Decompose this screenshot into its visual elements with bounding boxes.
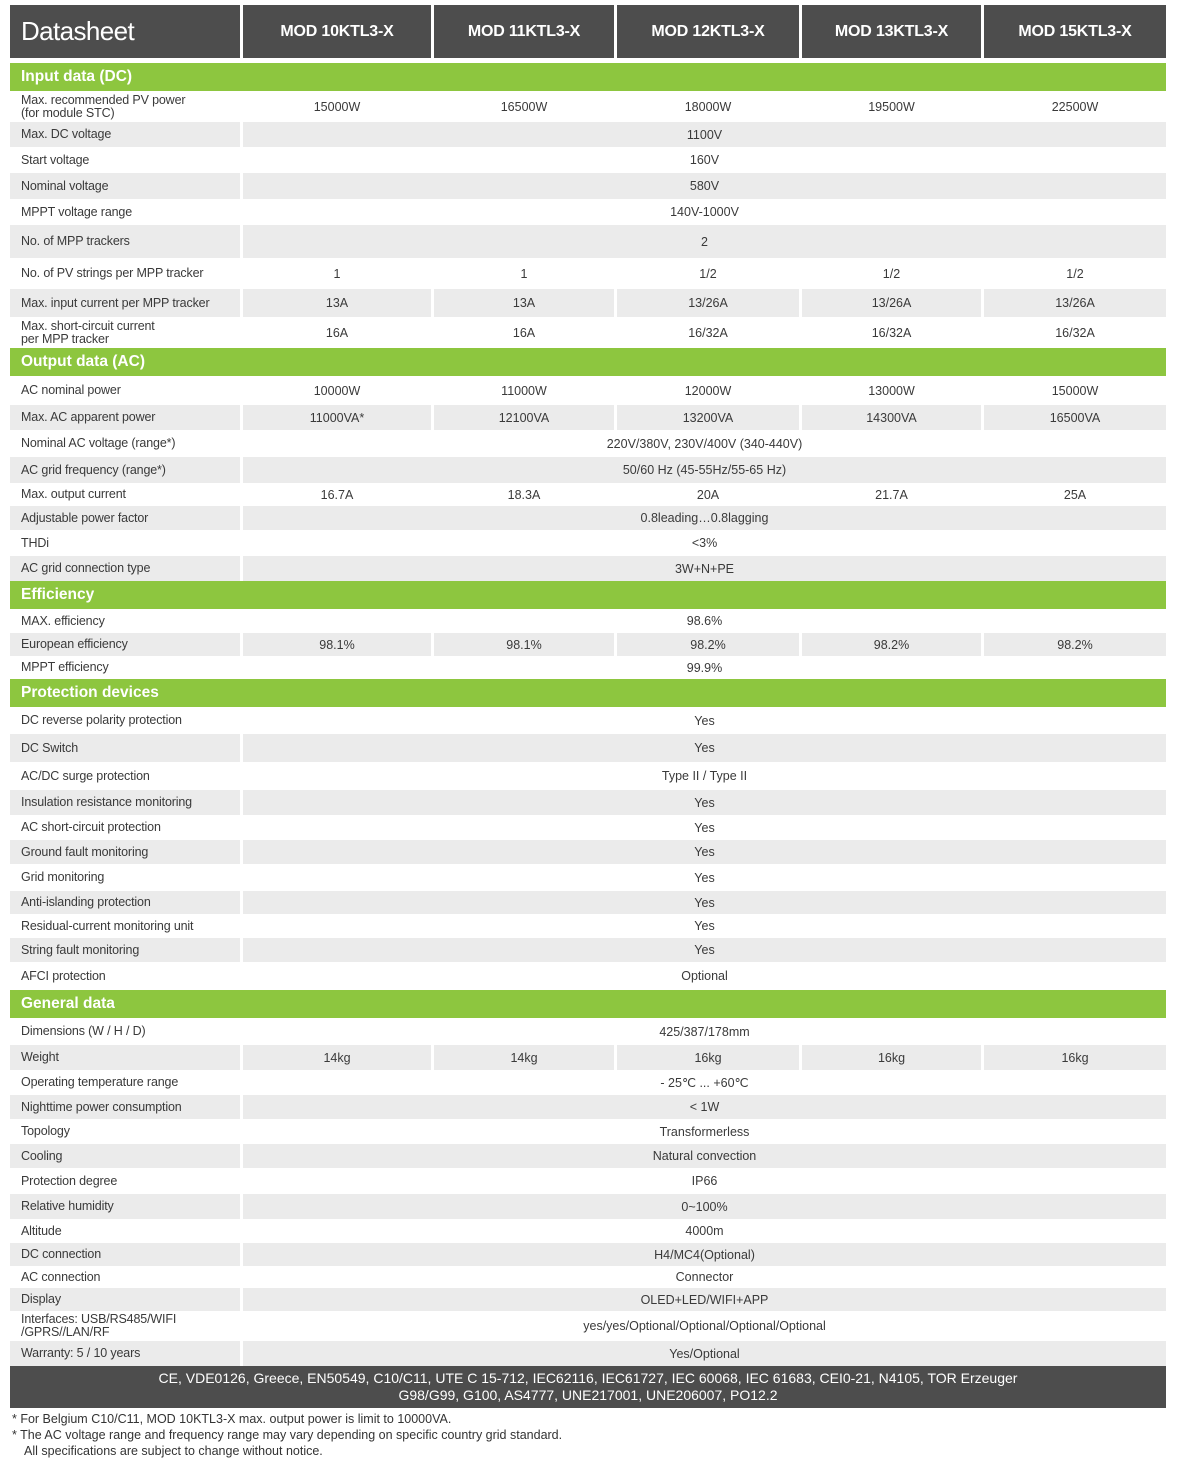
spec-label: MAX. efficiency (10, 609, 240, 633)
spec-label: Ground fault monitoring (10, 840, 240, 864)
spec-value-all-models: Yes (243, 864, 1166, 891)
spec-label: AC/DC surge protection (10, 762, 240, 790)
spec-value-all-models: Optional (243, 962, 1166, 990)
spec-value-all-models: Yes (243, 707, 1166, 734)
spec-row-max-recommended-pv-power-for-module-stc (10, 91, 1166, 122)
spec-label: Max. DC voltage (10, 122, 240, 147)
spec-value-mod-13ktl3-x: 1/2 (802, 258, 981, 289)
model-header-mod-10ktl3-x: MOD 10KTL3-X (243, 5, 431, 58)
spec-label: Relative humidity (10, 1194, 240, 1219)
spec-row-anti-islanding-protection (10, 891, 1166, 914)
spec-label: DC Switch (10, 734, 240, 762)
spec-value-mod-15ktl3-x: 16kg (984, 1045, 1166, 1070)
section-header-efficiency: Efficiency (10, 581, 1166, 609)
spec-label: Display (10, 1288, 240, 1311)
spec-label: AC grid frequency (range*) (10, 457, 240, 483)
section-header-general-data: General data (10, 990, 1166, 1018)
spec-label: AC short-circuit protection (10, 815, 240, 840)
spec-label: THDi (10, 530, 240, 556)
spec-row-mppt-efficiency (10, 656, 1166, 679)
model-header-mod-15ktl3-x: MOD 15KTL3-X (984, 5, 1166, 58)
spec-row-residual-current-monitoring-unit (10, 914, 1166, 938)
spec-value-mod-11ktl3-x: 1 (434, 258, 614, 289)
spec-row-no-of-mpp-trackers (10, 225, 1166, 258)
spec-value-mod-13ktl3-x: 19500W (802, 91, 981, 122)
spec-value-mod-10ktl3-x: 14kg (243, 1045, 431, 1070)
spec-value-all-models: 160V (243, 147, 1166, 173)
model-header-mod-12ktl3-x: MOD 12KTL3-X (617, 5, 799, 58)
spec-row-max-ac-apparent-power (10, 405, 1166, 430)
spec-row-max-dc-voltage (10, 122, 1166, 147)
spec-row-ac-grid-frequency-range (10, 457, 1166, 483)
spec-value-mod-11ktl3-x: 16500W (434, 91, 614, 122)
spec-value-all-models: Yes (243, 790, 1166, 815)
spec-row-european-efficiency (10, 633, 1166, 656)
spec-value-all-models: Yes (243, 734, 1166, 762)
spec-row-warranty-5-10-years (10, 1341, 1166, 1366)
spec-row-topology (10, 1119, 1166, 1144)
section-header-output-data-ac: Output data (AC) (10, 348, 1166, 376)
spec-value-mod-13ktl3-x: 16/32A (802, 317, 981, 348)
spec-value-mod-10ktl3-x: 13A (243, 289, 431, 317)
spec-value-all-models: H4/MC4(Optional) (243, 1243, 1166, 1266)
spec-row-nominal-ac-voltage-range (10, 430, 1166, 457)
spec-value-all-models: Connector (243, 1266, 1166, 1288)
spec-row-max-input-current-per-mpp-tracker (10, 289, 1166, 317)
spec-value-mod-13ktl3-x: 98.2% (802, 633, 981, 656)
spec-label: European efficiency (10, 633, 240, 656)
spec-value-all-models: 220V/380V, 230V/400V (340-440V) (243, 430, 1166, 457)
spec-label: MPPT efficiency (10, 656, 240, 679)
spec-label: Nominal AC voltage (range*) (10, 430, 240, 457)
spec-label: AFCI protection (10, 962, 240, 990)
spec-row-ac-nominal-power (10, 376, 1166, 405)
spec-label: Topology (10, 1119, 240, 1144)
model-header-mod-13ktl3-x: MOD 13KTL3-X (802, 5, 981, 58)
spec-label: Max. AC apparent power (10, 405, 240, 430)
spec-row-dc-reverse-polarity-protection (10, 707, 1166, 734)
spec-value-all-models: Yes (243, 914, 1166, 938)
spec-value-mod-11ktl3-x: 12100VA (434, 405, 614, 430)
spec-value-all-models: OLED+LED/WIFI+APP (243, 1288, 1166, 1311)
spec-value-all-models: Yes (243, 891, 1166, 914)
spec-label: Dimensions (W / H / D) (10, 1018, 240, 1045)
spec-value-mod-15ktl3-x: 13/26A (984, 289, 1166, 317)
spec-row-max-short-circuit-current-per-mpp-tracker (10, 317, 1166, 348)
spec-value-mod-15ktl3-x: 15000W (984, 376, 1166, 405)
spec-label: No. of MPP trackers (10, 225, 240, 258)
spec-row-interfaces-usb-rs485-wifi-gprs-lan-rf (10, 1311, 1166, 1341)
spec-row-mppt-voltage-range (10, 199, 1166, 225)
spec-row-operating-temperature-range (10, 1070, 1166, 1095)
spec-label: DC connection (10, 1243, 240, 1266)
spec-value-mod-12ktl3-x: 13200VA (617, 405, 799, 430)
spec-label: Grid monitoring (10, 864, 240, 891)
spec-label: DC reverse polarity protection (10, 707, 240, 734)
spec-value-all-models: 3W+N+PE (243, 556, 1166, 581)
spec-label: AC grid connection type (10, 556, 240, 581)
spec-value-mod-10ktl3-x: 16A (243, 317, 431, 348)
spec-value-mod-15ktl3-x: 1/2 (984, 258, 1166, 289)
spec-label: Weight (10, 1045, 240, 1070)
spec-value-mod-15ktl3-x: 22500W (984, 91, 1166, 122)
spec-value-all-models: 2 (243, 225, 1166, 258)
spec-value-all-models: 4000m (243, 1219, 1166, 1243)
spec-value-mod-11ktl3-x: 18.3A (434, 483, 614, 506)
spec-row-thdi (10, 530, 1166, 556)
spec-label: Cooling (10, 1144, 240, 1168)
spec-label: Adjustable power factor (10, 506, 240, 530)
spec-value-mod-15ktl3-x: 98.2% (984, 633, 1166, 656)
spec-value-mod-13ktl3-x: 14300VA (802, 405, 981, 430)
spec-value-mod-11ktl3-x: 13A (434, 289, 614, 317)
spec-value-mod-15ktl3-x: 25A (984, 483, 1166, 506)
section-header-input-data-dc: Input data (DC) (10, 63, 1166, 91)
spec-value-all-models: 0~100% (243, 1194, 1166, 1219)
spec-value-mod-13ktl3-x: 21.7A (802, 483, 981, 506)
spec-label: Nominal voltage (10, 173, 240, 199)
spec-row-display (10, 1288, 1166, 1311)
spec-value-mod-11ktl3-x: 11000W (434, 376, 614, 405)
spec-row-cooling (10, 1144, 1166, 1168)
spec-row-ac-connection (10, 1266, 1166, 1288)
spec-value-all-models: 140V-1000V (243, 199, 1166, 225)
spec-label: No. of PV strings per MPP tracker (10, 258, 240, 289)
spec-row-ac-dc-surge-protection (10, 762, 1166, 790)
spec-value-mod-12ktl3-x: 20A (617, 483, 799, 506)
spec-row-adjustable-power-factor (10, 506, 1166, 530)
spec-value-mod-10ktl3-x: 15000W (243, 91, 431, 122)
spec-label: Interfaces: USB/RS485/WIFI /GPRS//LAN/RF (10, 1311, 240, 1341)
spec-row-nominal-voltage (10, 173, 1166, 199)
spec-row-insulation-resistance-monitoring (10, 790, 1166, 815)
spec-label: Altitude (10, 1219, 240, 1243)
spec-value-mod-13ktl3-x: 16kg (802, 1045, 981, 1070)
datasheet-table (10, 5, 1166, 1408)
spec-row-ac-short-circuit-protection (10, 815, 1166, 840)
footnotes (12, 1411, 562, 1459)
spec-row-grid-monitoring (10, 864, 1166, 891)
spec-row-ac-grid-connection-type (10, 556, 1166, 581)
spec-value-mod-11ktl3-x: 14kg (434, 1045, 614, 1070)
section-header-protection-devices: Protection devices (10, 679, 1166, 707)
spec-row-max-output-current (10, 483, 1166, 506)
spec-value-mod-10ktl3-x: 11000VA* (243, 405, 431, 430)
spec-value-mod-13ktl3-x: 13000W (802, 376, 981, 405)
spec-value-all-models: 99.9% (243, 656, 1166, 679)
spec-label: Max. output current (10, 483, 240, 506)
spec-row-start-voltage (10, 147, 1166, 173)
spec-value-all-models: 0.8leading…0.8lagging (243, 506, 1166, 530)
spec-label: Max. recommended PV power (for module STC) (10, 91, 240, 122)
spec-row-ground-fault-monitoring (10, 840, 1166, 864)
spec-value-mod-15ktl3-x: 16/32A (984, 317, 1166, 348)
spec-value-mod-10ktl3-x: 16.7A (243, 483, 431, 506)
spec-label: Max. input current per MPP tracker (10, 289, 240, 317)
spec-value-all-models: 1100V (243, 122, 1166, 147)
spec-value-mod-11ktl3-x: 16A (434, 317, 614, 348)
spec-row-dimensions-w-h-d (10, 1018, 1166, 1045)
spec-value-mod-12ktl3-x: 16/32A (617, 317, 799, 348)
spec-value-all-models: 98.6% (243, 609, 1166, 633)
spec-value-mod-12ktl3-x: 12000W (617, 376, 799, 405)
spec-value-mod-11ktl3-x: 98.1% (434, 633, 614, 656)
spec-value-all-models: <3% (243, 530, 1166, 556)
spec-label: Max. short-circuit current per MPP tracker (10, 317, 240, 348)
footnote-3: All specifications are subject to change without notice. (24, 1444, 323, 1458)
spec-value-all-models: Yes (243, 815, 1166, 840)
spec-row-max-efficiency (10, 609, 1166, 633)
datasheet-title: Datasheet (10, 5, 240, 58)
spec-value-all-models: Yes (243, 938, 1166, 962)
spec-row-altitude (10, 1219, 1166, 1243)
spec-value-mod-15ktl3-x: 16500VA (984, 405, 1166, 430)
spec-label: Insulation resistance monitoring (10, 790, 240, 815)
spec-row-dc-connection (10, 1243, 1166, 1266)
spec-label: AC connection (10, 1266, 240, 1288)
spec-label: Start voltage (10, 147, 240, 173)
spec-value-all-models: Yes (243, 840, 1166, 864)
spec-value-all-models: Type II / Type II (243, 762, 1166, 790)
spec-label: Protection degree (10, 1168, 240, 1194)
spec-row-weight (10, 1045, 1166, 1070)
spec-value-mod-12ktl3-x: 98.2% (617, 633, 799, 656)
spec-label: Anti-islanding protection (10, 891, 240, 914)
spec-row-afci-protection (10, 962, 1166, 990)
certifications-line-1: CE, VDE0126, Greece, EN50549, C10/C11, UTE C 15-712, IEC62116, IEC61727, IEC 60068, IEC 61683, CEI0-21, N4105, TOR Erzeuger (158, 1370, 1018, 1386)
footnote-2: * The AC voltage range and frequency range may vary depending on specific country grid standard. (12, 1428, 563, 1442)
spec-row-no-of-pv-strings-per-mpp-tracker (10, 258, 1166, 289)
spec-value-all-models: 425/387/178mm (243, 1018, 1166, 1045)
spec-value-mod-12ktl3-x: 18000W (617, 91, 799, 122)
spec-row-protection-degree (10, 1168, 1166, 1194)
spec-value-mod-12ktl3-x: 16kg (617, 1045, 799, 1070)
spec-value-all-models: Yes/Optional (243, 1341, 1166, 1366)
spec-label: Residual-current monitoring unit (10, 914, 240, 938)
spec-value-all-models: Natural convection (243, 1144, 1166, 1168)
spec-value-all-models: IP66 (243, 1168, 1166, 1194)
spec-value-mod-12ktl3-x: 1/2 (617, 258, 799, 289)
footnote-1: * For Belgium C10/C11, MOD 10KTL3-X max. output power is limit to 10000VA. (12, 1412, 452, 1426)
certifications-line-2: G98/G99, G100, AS4777, UNE217001, UNE206007, PO12.2 (398, 1387, 778, 1403)
spec-row-string-fault-monitoring (10, 938, 1166, 962)
spec-value-all-models: < 1W (243, 1095, 1166, 1119)
spec-value-all-models: Transformerless (243, 1119, 1166, 1144)
spec-value-all-models: 50/60 Hz (45-55Hz/55-65 Hz) (243, 457, 1166, 483)
spec-row-nighttime-power-consumption (10, 1095, 1166, 1119)
model-header-mod-11ktl3-x: MOD 11KTL3-X (434, 5, 614, 58)
spec-label: Operating temperature range (10, 1070, 240, 1095)
spec-row-dc-switch (10, 734, 1166, 762)
spec-row-relative-humidity (10, 1194, 1166, 1219)
spec-value-mod-10ktl3-x: 10000W (243, 376, 431, 405)
spec-sections (10, 63, 1166, 1366)
spec-value-mod-10ktl3-x: 1 (243, 258, 431, 289)
spec-label: Warranty: 5 / 10 years (10, 1341, 240, 1366)
table-header-row (10, 5, 1166, 58)
spec-value-all-models: - 25℃ ... +60℃ (243, 1070, 1166, 1095)
spec-label: Nighttime power consumption (10, 1095, 240, 1119)
spec-label: String fault monitoring (10, 938, 240, 962)
spec-value-mod-13ktl3-x: 13/26A (802, 289, 981, 317)
spec-value-mod-12ktl3-x: 13/26A (617, 289, 799, 317)
spec-label: AC nominal power (10, 376, 240, 405)
spec-value-all-models: yes/yes/Optional/Optional/Optional/Optional (243, 1311, 1166, 1341)
spec-value-all-models: 580V (243, 173, 1166, 199)
spec-label: MPPT voltage range (10, 199, 240, 225)
spec-value-mod-10ktl3-x: 98.1% (243, 633, 431, 656)
certifications-bar (10, 1366, 1166, 1408)
